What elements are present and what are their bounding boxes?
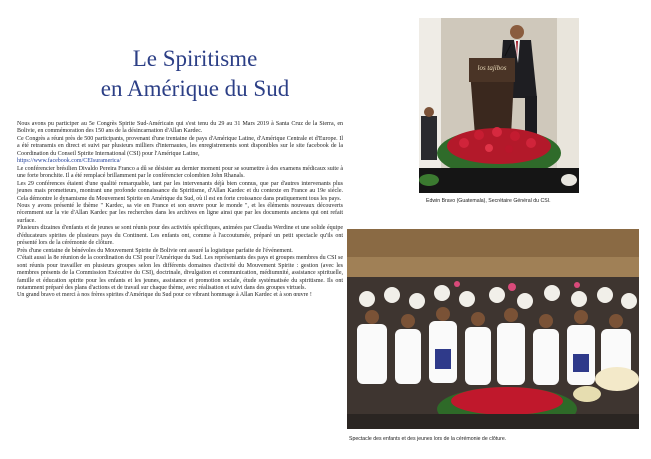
paragraph: Plusieurs dizaines d'enfants et de jeunes se sont réunis pour des activités spécifiques, animées par Claudia Werdine et une solide équipe d'éducateurs spirites de plusieurs pays du Continent. Les enfants ont, comme à l'accoutumée, préparé un petit spectacle qu'ils ont présenté lors de la cérémonie de clôture. [17, 225, 343, 247]
facebook-link[interactable]: https://www.facebook.com/CEIsuramerica/ [17, 158, 121, 165]
paragraph: Ce Congrès a réuni près de 500 participants, provenant d'une trentaine de pays d'Amérique Latine, d'Amérique Centrale et d'Europe. Il a été retransmis en direct et suivi par plusieurs milliers d'internautes, les enregistrements sont disponibles sur le site facebook de la Coordination du Conseil Spirite International (CSI) pour l'Amérique Latine, [17, 135, 343, 157]
title-line-2: en Amérique du Sud [100, 76, 290, 101]
speaker-photo [419, 18, 579, 193]
ceremony-photo [347, 229, 639, 429]
title-line-1: Le Spiritisme [132, 46, 258, 71]
article-title [40, 44, 350, 104]
paragraph: Près d'une centaine de bénévoles du Mouvement Spirite de Bolivie ont assuré la logistique parfaite de l'événement. [17, 247, 293, 254]
ceremony-photo-caption: Spectacle des enfants et des jeunes lors de la cérémonie de clôture. [349, 436, 507, 442]
paragraph: Un grand bravo et merci à nos frères spirites d'Amérique du Sud pour ce vibrant hommage à Allan Kardec et à son œuvre ! [17, 292, 312, 299]
paragraph: C'était aussi la 8e réunion de la coordination du CSI pour l'Amérique du Sud. Les représentants des pays et groupes membres du CSI se sont réunis pour travailler en plusieurs groupes selon les différents domaines d'activité du Mouvement Spirite : gestion (avec les membres présents de la Commission Exécutive du CSI), doctrinale, divulgation et communication, médiumnité, assistance spirituelle, famille et éducation spirite pour les enfants et les jeunes, assistance et promotion sociale, étude systématisée du spiritisme. Ils ont notamment préparé des plans d'actions et de travail sur chaque thème, avec réalisation et suivi dans des groupes virtuels. [17, 255, 343, 291]
speaker-photo-caption: Edwin Bravo (Guatemala), Secrétaire Général du CSI. [426, 198, 551, 204]
paragraph: Nous y avons présenté le thème " Kardec, sa vie en France et son œuvre pour le monde ", et les éléments nouveaux découverts récemment sur la vie d'Allan Kardec par les recherches dans les archives en ligne ainsi que par les documents anciens qui ont refait surface. [17, 202, 343, 224]
paragraph: Nous avons pu participer au 5e Congrès Spirite Sud-Américain qui s'est tenu du 29 au 31 Mars 2019 à Santa Cruz de la Sierra, en Bolivie, en commémoration des 150 ans de la désincarnation d'Allan Kardec. [17, 121, 343, 135]
podium-logo-text: los tajibos [477, 64, 507, 72]
paragraph: Les 29 conférences étaient d'une qualité remarquable, tant par les intervenants déjà bien connus, que par d'autres intervenants plus jeunes mais prometteurs, montrant une profonde connaissance du Spiritisme, d'Allan Kardec et du contexte en France au 19e siècle. Cela démontre le dynamisme du Mouvement Spirite en Amérique du Sud, où il est en forte croissance dans pratiquement tous les pays. [17, 180, 343, 202]
paragraph: Le conférencier brésilien Divaldo Pereira Franco a dû se désister au dernier moment pour se soumettre à des examens médicaux suite à une forte bronchite. Il a été remplacé brillamment par le conférencier colombien John Rhanals. [17, 165, 343, 180]
article-body [17, 121, 343, 300]
